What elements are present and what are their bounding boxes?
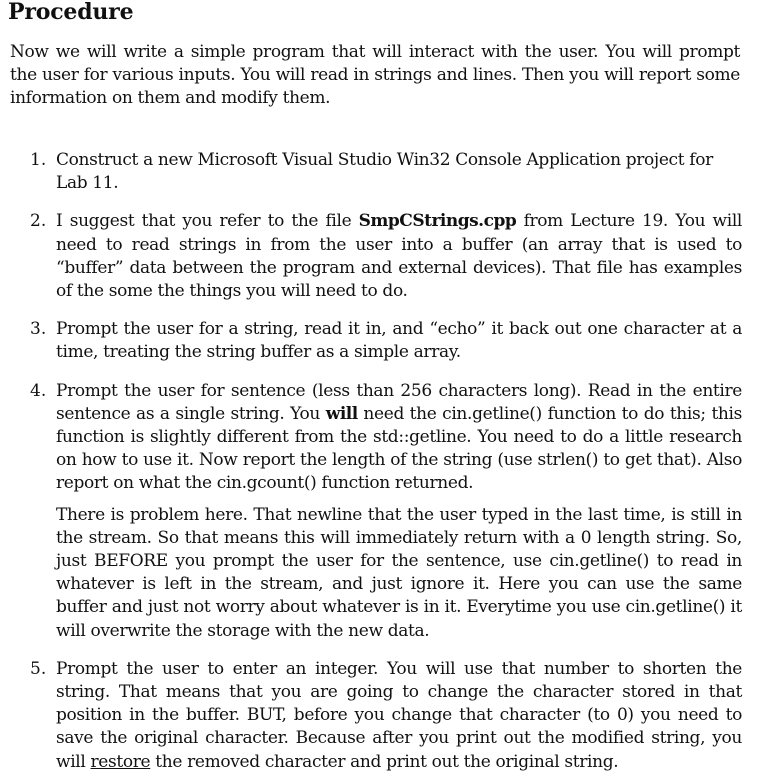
list-item-number: 4.	[30, 380, 47, 401]
list-item-number: 3.	[30, 319, 47, 340]
list-item-text	[56, 318, 742, 364]
list-item-text	[56, 210, 742, 303]
step-4-text-after: need the cin.getline() function to do this; this function is slightly different from the std::getline. You need to do a little research on how to use it. Now report the length of the string (use strlen() to get that). Also report on what the cin.gcount() function returned.	[56, 403, 742, 494]
list-item-text	[56, 380, 742, 496]
list-item-number: 2.	[30, 211, 47, 232]
emphasis-will: will	[325, 403, 358, 424]
procedure-list	[30, 149, 742, 774]
intro-paragraph: Now we will write a simple program that will interact with the user. You will prompt the user for various inputs. You will read in strings and lines. Then you will report some information on them and modify them.	[10, 42, 740, 109]
step-4-text-before: Prompt the user for sentence (less than 256 characters long). Read in the entire sentence as a single string. You	[56, 380, 742, 424]
file-name: SmpCStrings.cpp	[358, 211, 517, 232]
step-5-text-before: Prompt the user to enter an integer. You will use that number to shorten the string. That means that you are going to change the character stored in that position in the buffer. BUT, before you change that character (to 0) you need to save the original character. Because after you print out the modified string, you will	[56, 658, 742, 772]
list-item-text	[56, 149, 742, 195]
step-2-text-before: I suggest that you refer to the file	[56, 211, 359, 232]
list-item	[30, 149, 742, 195]
list-item	[30, 658, 742, 774]
step-1-text: Construct a new Microsoft Visual Studio Win32 Console Application project for Lab 11.	[56, 150, 713, 194]
step-2-text-after: from Lecture 19. You will need to read strings in from the user into a buffer (an array that is used to “buffer” data between the program and external devices). That file has examples of the some the things you will need to do.	[56, 211, 742, 302]
step-3-text: Prompt the user for a string, read it in, and “echo” it back out one character at a time, treating the string buffer as a simple array.	[56, 319, 742, 363]
list-item-number: 1.	[30, 150, 47, 170]
section-heading: Procedure	[8, 0, 134, 25]
list-item	[30, 210, 742, 303]
list-item	[30, 318, 742, 364]
list-item-subparagraph: There is problem here. That newline that the user typed in the last time, is still in the stream. So that means this will immediately return with a 0 length string. So, just BEFORE you prompt the user for the sentence, use cin.getline() to read in whatever is left in the stream, and just ignore it. Here you can use the same buffer and just not worry about whatever is in it. Everytime you use cin.getline() it will overwrite the storage with the new data.	[56, 504, 742, 641]
step-5-text-after: the removed character and print out the original string.	[150, 751, 619, 772]
list-item	[30, 380, 742, 643]
underlined-restore: restore	[90, 751, 151, 772]
list-item-text	[56, 658, 742, 774]
list-item-number: 5.	[30, 658, 47, 679]
